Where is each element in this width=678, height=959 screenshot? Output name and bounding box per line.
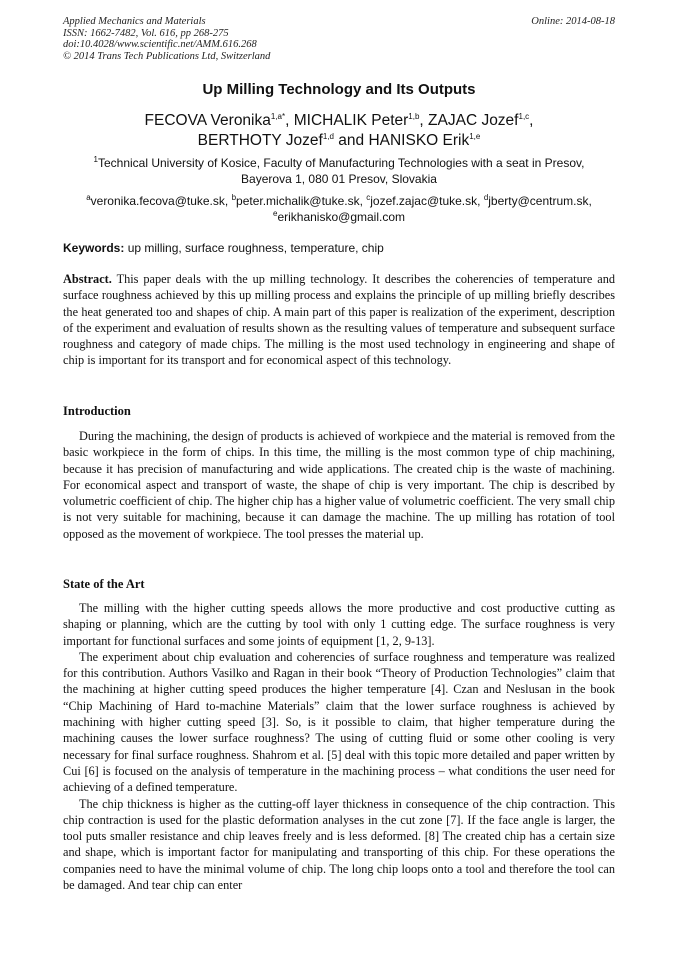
author-separator: , — [285, 112, 294, 129]
doi-line[interactable]: doi:10.4028/www.scientific.net/AMM.616.268 — [63, 39, 257, 50]
affiliation-superscript: 1 — [93, 155, 98, 164]
email-superscript: e — [272, 209, 278, 218]
journal-name: Applied Mechanics and Materials — [63, 16, 206, 27]
email-address[interactable]: jberty@centrum.sk, — [488, 194, 592, 208]
email-superscript: c — [366, 193, 371, 202]
paragraph: During the machining, the design of products is achieved of workpiece and the material is removed from the basic workpiece in the form of chips. In this time, the milling is the most common type of chip machining, because it has precision of manufacturing and wide applications. The created chip is the waste of machining. For economical aspect and transport of waste, the shape of chip is very important. The chip is described by volumetric coefficient of chip. The higher chip has a higher value of volumetric coefficient. The very small chip is not very suitable for machining, because it can damage the machine. The up milling has rotation of tool opposed as the movement of workpiece. The tool presses the material up. — [63, 429, 615, 541]
author-name: ZAJAC Jozef — [428, 112, 519, 129]
affiliation-line-1 — [63, 155, 615, 171]
email-line-1 — [63, 193, 615, 209]
author-list — [63, 111, 615, 151]
email-address[interactable]: jozef.zajac@tuke.sk, — [370, 194, 484, 208]
affiliation — [63, 155, 615, 187]
email-superscript: d — [483, 193, 489, 202]
email-address[interactable]: peter.michalik@tuke.sk, — [236, 194, 367, 208]
email-list — [63, 193, 615, 225]
paragraph: The experiment about chip evaluation and coherencies of surface roughness and temperature was realized for this contribution. Authors Vasilko and Ragan in their book “Theory of Production Technologies” claim that the machining at higher cutting speed produces the higher temperature [4]. Czan and Neslusan in the book “Chip Machining of Hard to-machine Materials” claim that the lower surface roughness is achieved by machining with higher cutting speed [3]. So, is it possible to claim, that higher temperature during the machining causes the lower surface roughness? The using of cutting fluid or some other cooling is very necessary for final surface roughness. Shahrom et al. [5] deal with this topic more detailed and paper written by Cui [6] is focused on the analysis of temperature in the machining process – what conditions the user need for achieving of a defined temperature. — [63, 649, 615, 795]
author-superscript: 1,b — [408, 111, 420, 121]
email-superscript: b — [231, 193, 237, 202]
copyright-line: © 2014 Trans Tech Publications Ltd, Switzerland — [63, 50, 271, 62]
email-address[interactable]: erikhanisko@gmail.com — [277, 210, 405, 224]
paragraph: The chip thickness is higher as the cutting-off layer thickness in consequence of the chip contraction. This chip contraction is used for the plastic deformation analyses in the cut zone [7]. If the face angle is larger, the tool puts smaller resistance and chip leaves freely and is less deformed. [8] The created chip has a certain size and shape, which is important factor for manipulating and transporting of this chip. For these operations the companies need to have the minimal volume of chip. The long chip loops onto a tool and therefore the tool can be damaged. And tear chip can enter — [63, 796, 615, 893]
email-superscript: a — [86, 193, 91, 202]
section-heading-introduction: Introduction — [63, 404, 131, 418]
keywords-label: Keywords: — [63, 241, 125, 255]
author-name: HANISKO Erik — [368, 132, 470, 149]
issn-line: ISSN: 1662-7482, Vol. 616, pp 268-275 — [63, 27, 229, 39]
author-name: BERTHOTY Jozef — [197, 132, 323, 149]
abstract — [63, 271, 615, 369]
abstract-label: Abstract. — [63, 272, 112, 286]
online-date: Online: 2014-08-18 — [531, 16, 615, 27]
author-superscript: 1,c — [518, 111, 530, 121]
author-separator: , — [419, 112, 429, 129]
section-heading-state-of-the-art: State of the Art — [63, 577, 145, 591]
email-address[interactable]: veronika.fecova@tuke.sk, — [90, 194, 232, 208]
state-of-the-art-body — [63, 600, 615, 893]
paragraph: The milling with the higher cutting speeds allows the more productive and cost productive cutting as shaping or planning, which are the cutting by tool with only 1 cutting edge. The surface roughness is very important for functional surfaces and some joints of equipment [1, 2, 9-13]. — [63, 601, 615, 648]
author-superscript: 1,a* — [270, 111, 286, 121]
author-separator: , — [529, 112, 534, 129]
publication-header — [63, 16, 615, 62]
author-line-2 — [63, 131, 615, 151]
author-name: MICHALIK Peter — [293, 112, 409, 129]
affiliation-text: Technical University of Kosice, Faculty of Manufacturing Technologies with a seat in Presov, — [97, 156, 585, 170]
author-superscript: 1,d — [322, 131, 334, 141]
author-conjunction: and — [333, 132, 369, 149]
email-line-2 — [63, 209, 615, 225]
affiliation-line-2: Bayerova 1, 080 01 Presov, Slovakia — [241, 172, 437, 186]
author-name: FECOVA Veronika — [144, 112, 271, 129]
author-line-1 — [63, 111, 615, 131]
author-superscript: 1,e — [469, 131, 481, 141]
introduction-body — [63, 428, 615, 542]
keywords-text: up milling, surface roughness, temperature, chip — [124, 241, 384, 255]
keywords — [63, 241, 615, 255]
paper-title: Up Milling Technology and Its Outputs — [202, 81, 476, 98]
abstract-text: This paper deals with the up milling technology. It describes the coherencies of temperature and surface roughness achieved by this up milling process and explains the principle of up milling briefly describes the heat generated too and shapes of chip. A main part of this paper is realization of the experiment, description of the experiment and evaluation of results shown as the resulting values of temperature and subsequent surface roughness and category of made chips. The milling is the most used technology in engineering and shape of chip is important for its transport and for economical aspect of this technology. — [63, 272, 615, 368]
